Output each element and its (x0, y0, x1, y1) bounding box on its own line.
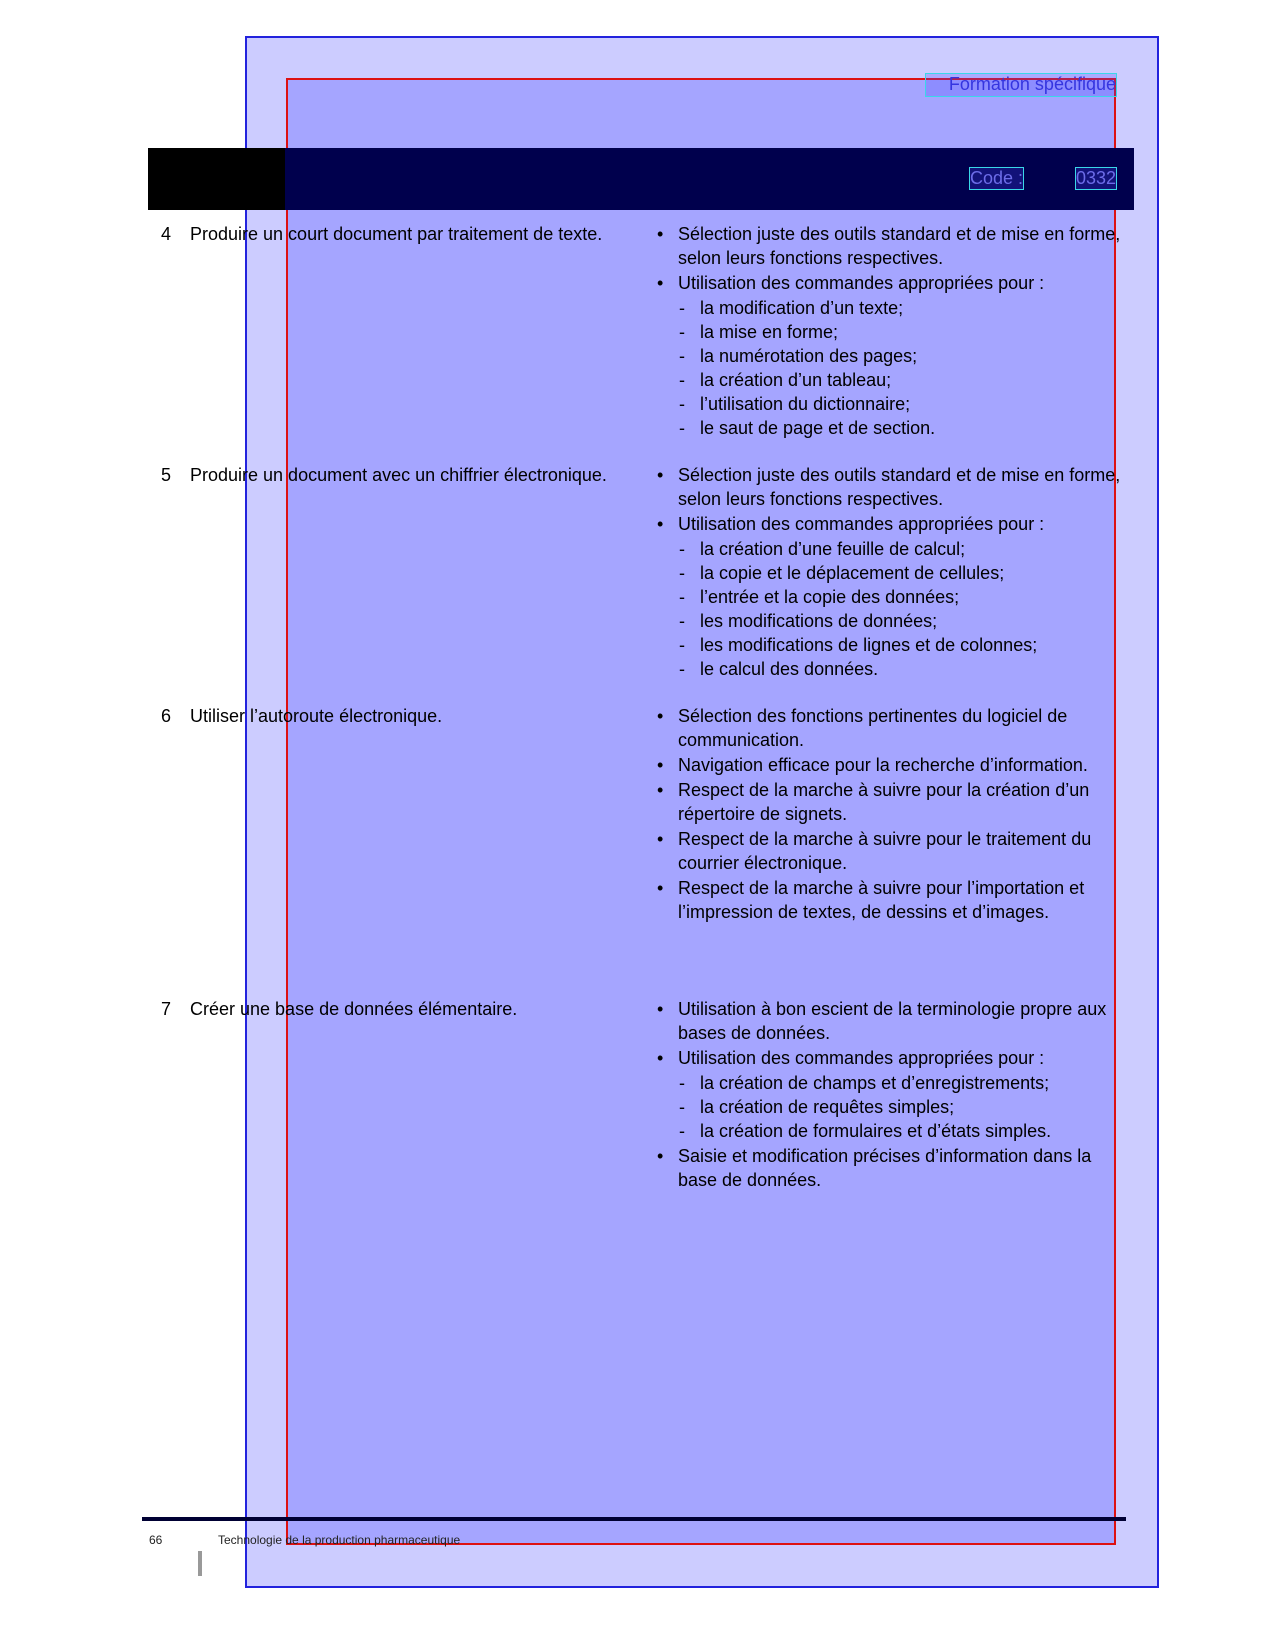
sub-criterion: - la création d’une feuille de calcul; (679, 539, 966, 559)
criterion-item: • Saisie et modification précises d’information dans la base de données. (657, 1146, 1092, 1190)
dash-icon: - (679, 539, 685, 559)
objective-text: Créer une base de données élémentaire. (190, 999, 518, 1019)
sub-criterion: - les modifications de données; (679, 611, 938, 631)
objective-text: Utiliser l’autoroute électronique. (190, 706, 443, 726)
dash-icon: - (679, 659, 685, 679)
footer-mark (198, 1551, 202, 1576)
sub-criterion: - la copie et le déplacement de cellules; (679, 563, 1005, 583)
bullet-icon: • (657, 878, 664, 898)
objective-text: Produire un court document par traitement de texte. (190, 224, 603, 244)
bullet-icon: • (657, 1048, 664, 1068)
sub-criterion: - la création de requêtes simples; (679, 1097, 955, 1117)
objective-number: 6 (161, 706, 172, 726)
criterion-item: • Utilisation à bon escient de la terminologie propre aux bases de données. (657, 999, 1107, 1043)
criteria-list (654, 997, 1122, 1193)
sub-criteria-list (654, 537, 1122, 681)
sub-criteria-list (654, 1071, 1122, 1143)
dash-icon: - (679, 346, 685, 366)
criterion-item: • Navigation efficace pour la recherche d’information. (657, 755, 1088, 775)
header-band-left (148, 148, 285, 210)
bullet-icon: • (657, 224, 664, 244)
section-title: Formation spécifique (926, 74, 1116, 96)
sub-criterion: - le saut de page et de section. (679, 418, 936, 438)
objective-number: 4 (161, 224, 172, 244)
bullet-icon: • (657, 514, 664, 534)
sub-criterion: - la création de formulaires et d’états simples. (679, 1121, 1052, 1141)
criterion-item: • Respect de la marche à suivre pour le traitement du courrier électronique. (657, 829, 1092, 873)
footer-document-title: Technologie de la production pharmaceutique (218, 1533, 461, 1547)
sub-criterion: - l’entrée et la copie des données; (679, 587, 960, 607)
bullet-icon: • (657, 273, 664, 293)
bullet-icon: • (657, 465, 664, 485)
criteria-list (654, 222, 1122, 441)
bullet-icon: • (657, 1146, 664, 1166)
dash-icon: - (679, 563, 685, 583)
sub-criterion: - les modifications de lignes et de colonnes; (679, 635, 1038, 655)
criterion-item: • Utilisation des commandes appropriées pour : (657, 273, 1045, 293)
bullet-icon: • (657, 780, 664, 800)
dash-icon: - (679, 587, 685, 607)
bullet-icon: • (657, 829, 664, 849)
criterion-item: • Utilisation des commandes appropriées pour : (657, 514, 1045, 534)
criterion-item: • Sélection juste des outils standard et de mise en forme, selon leurs fonctions respectives. (657, 465, 1121, 509)
sub-criterion: - la numérotation des pages; (679, 346, 918, 366)
bullet-icon: • (657, 755, 664, 775)
dash-icon: - (679, 394, 685, 414)
sub-criterion: - la modification d’un texte; (679, 298, 904, 318)
criteria-list (654, 463, 1122, 682)
dash-icon: - (679, 1073, 685, 1093)
dash-icon: - (679, 298, 685, 318)
dash-icon: - (679, 611, 685, 631)
footer-rule (142, 1517, 1126, 1521)
dash-icon: - (679, 370, 685, 390)
objective-number: 7 (161, 999, 172, 1019)
code-value: 0332 (1076, 168, 1117, 188)
bullet-icon: • (657, 706, 664, 726)
dash-icon: - (679, 322, 685, 342)
objective-number: 5 (161, 465, 172, 485)
criteria-list (654, 704, 1122, 925)
objective-text: Produire un document avec un chiffrier électronique. (190, 465, 607, 485)
criterion-item: • Utilisation des commandes appropriées pour : (657, 1048, 1045, 1068)
criterion-item: • Respect de la marche à suivre pour la création d’un répertoire de signets. (657, 780, 1090, 824)
bullet-icon: • (657, 999, 664, 1019)
sub-criterion: - le calcul des données. (679, 659, 879, 679)
dash-icon: - (679, 418, 685, 438)
footer-page-number: 66 (149, 1533, 163, 1547)
criterion-item: • Sélection des fonctions pertinentes du logiciel de communication. (657, 706, 1068, 750)
sub-criterion: - la création de champs et d’enregistrements; (679, 1073, 1050, 1093)
dash-icon: - (679, 1121, 685, 1141)
criterion-item: • Respect de la marche à suivre pour l’importation et l’impression de textes, de dessins et d’images. (657, 878, 1085, 922)
dash-icon: - (679, 1097, 685, 1117)
sub-criterion: - la création d’un tableau; (679, 370, 892, 390)
dash-icon: - (679, 635, 685, 655)
criterion-item: • Sélection juste des outils standard et de mise en forme, selon leurs fonctions respectives. (657, 224, 1121, 268)
code-row (970, 168, 1126, 190)
sub-criterion: - la mise en forme; (679, 322, 839, 342)
code-label: Code : (970, 168, 1024, 188)
sub-criteria-list (654, 296, 1122, 440)
sub-criterion: - l’utilisation du dictionnaire; (679, 394, 911, 414)
